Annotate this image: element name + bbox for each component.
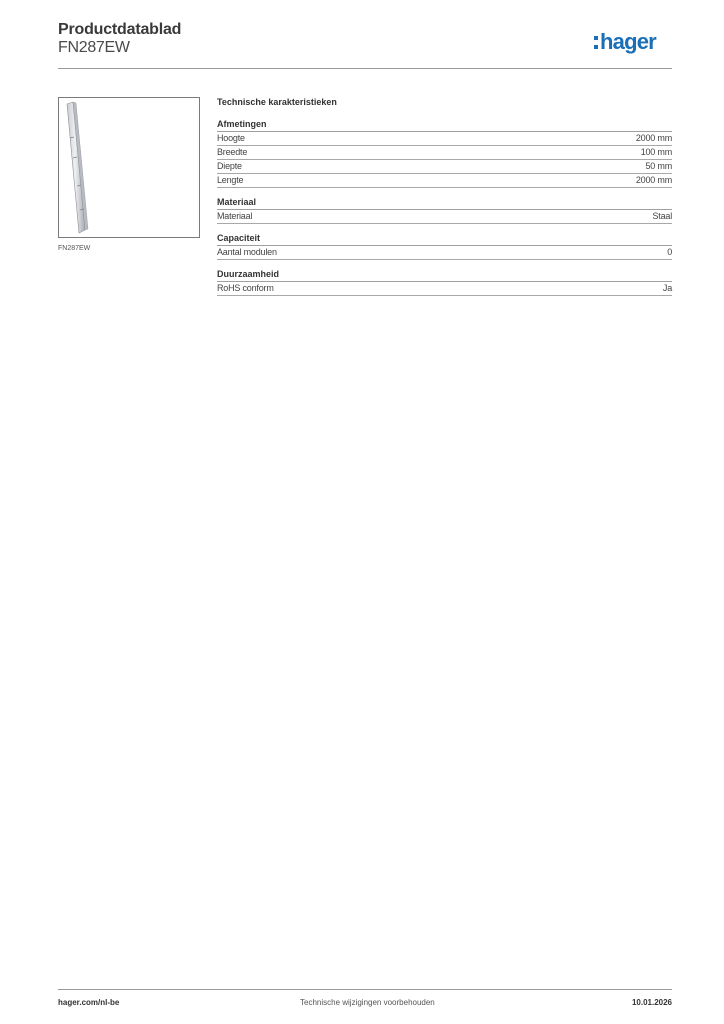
spec-label: RoHS conform xyxy=(217,283,274,293)
spec-value: 2000 mm xyxy=(635,175,672,185)
logo-dots-icon xyxy=(594,36,598,49)
section-heading: Materiaal xyxy=(217,197,672,210)
spec-value: 2000 mm xyxy=(635,133,672,143)
spec-value: 100 mm xyxy=(640,147,672,157)
spec-label: Breedte xyxy=(217,147,248,157)
logo-text: hager xyxy=(600,29,656,54)
footer-date: 10.01.2026 xyxy=(631,998,672,1007)
spec-label: Hoogte xyxy=(217,133,245,143)
section-heading: Duurzaamheid xyxy=(217,269,672,282)
product-image-caption: FN287EW xyxy=(58,245,91,252)
product-image-frame xyxy=(58,97,200,238)
spec-value: 50 mm xyxy=(645,161,672,171)
spec-label: Lengte xyxy=(217,175,244,185)
footer-divider xyxy=(58,989,672,990)
spec-label: Aantal modulen xyxy=(217,247,277,257)
spec-row xyxy=(217,210,672,224)
spec-row xyxy=(217,146,672,160)
section-duurzaamheid xyxy=(217,269,672,296)
spec-value: 0 xyxy=(667,247,672,257)
specs-panel xyxy=(217,96,672,305)
page-title: Productdatablad xyxy=(58,21,182,38)
section-afmetingen xyxy=(217,119,672,188)
section-capaciteit xyxy=(217,233,672,260)
spec-row xyxy=(217,246,672,260)
spec-row xyxy=(217,132,672,146)
specs-title: Technische karakteristieken xyxy=(217,97,337,107)
spec-row xyxy=(217,160,672,174)
hager-logo xyxy=(594,28,656,56)
footer-notice: Technische wijzigingen voorbehouden xyxy=(300,998,435,1007)
spec-row xyxy=(217,174,672,188)
spec-value: Staal xyxy=(652,211,672,221)
product-image xyxy=(59,98,199,237)
spec-row xyxy=(217,282,672,296)
section-heading: Capaciteit xyxy=(217,233,672,246)
spec-value: Ja xyxy=(662,283,672,293)
spec-label: Materiaal xyxy=(217,211,253,221)
spec-label: Diepte xyxy=(217,161,242,171)
product-code: FN287EW xyxy=(58,39,130,56)
section-materiaal xyxy=(217,197,672,224)
header-divider xyxy=(58,68,672,69)
section-heading: Afmetingen xyxy=(217,119,672,132)
footer-website-link[interactable]: hager.com/nl-be xyxy=(58,998,120,1007)
